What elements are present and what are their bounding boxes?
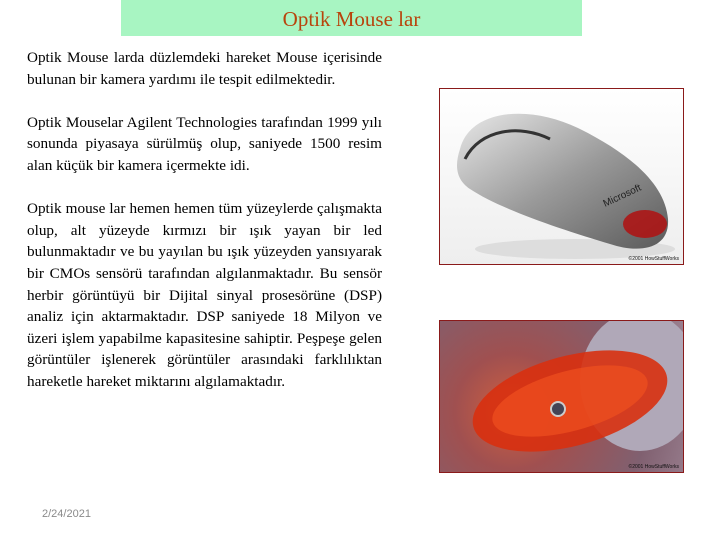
mouse-watermark: ©2001 HowStuffWorks: [628, 256, 679, 262]
mouse-illustration: [440, 89, 684, 265]
paragraph-1: Optik Mouse larda düzlemdeki hareket Mouse içerisinde bulunan bir kamera yardımı ile tespit edilmektedir.: [27, 49, 382, 88]
sensor-watermark: ©2001 HowStuffWorks: [628, 464, 679, 470]
slide-body: [27, 47, 382, 414]
slide-title: Optik Mouse lar: [121, 0, 582, 36]
paragraph-3: Optik mouse lar hemen hemen tüm yüzeylerde çalışmakta olup, alt yüzeyde kırmızı bir ışık yayan bir led bulunmaktadır ve bu yayılan bu ışık yüzeyden yansıyarak bir CMOs sensörü tarafından algılanmaktadır. Bu sensör herbir görüntüyü bir Dijital sinyal prosesörüne (DSP) analiz için aktarmaktadır. DSP saniyede 18 Milyon ve üzeri işlem yapabilme kapasitesine sahiptir. Peşpeşe gelen görüntüler işlenerek görüntüler arasındaki farklılıktan hareketle hareket miktarını algılamaktadır.: [27, 200, 382, 390]
sensor-illustration: [440, 321, 684, 473]
slide-date: 2/24/2021: [42, 508, 91, 520]
paragraph-2: Optik Mouselar Agilent Technologies tarafından 1999 yılı sonunda piyasaya sürülmüş olup, saniyede 1500 resim alan küçük bir kamera içermekte idi.: [27, 113, 382, 174]
optical-sensor-photo: [439, 320, 684, 473]
optical-mouse-photo: [439, 88, 684, 265]
svg-text:Microsoft: Microsoft: [601, 182, 644, 210]
